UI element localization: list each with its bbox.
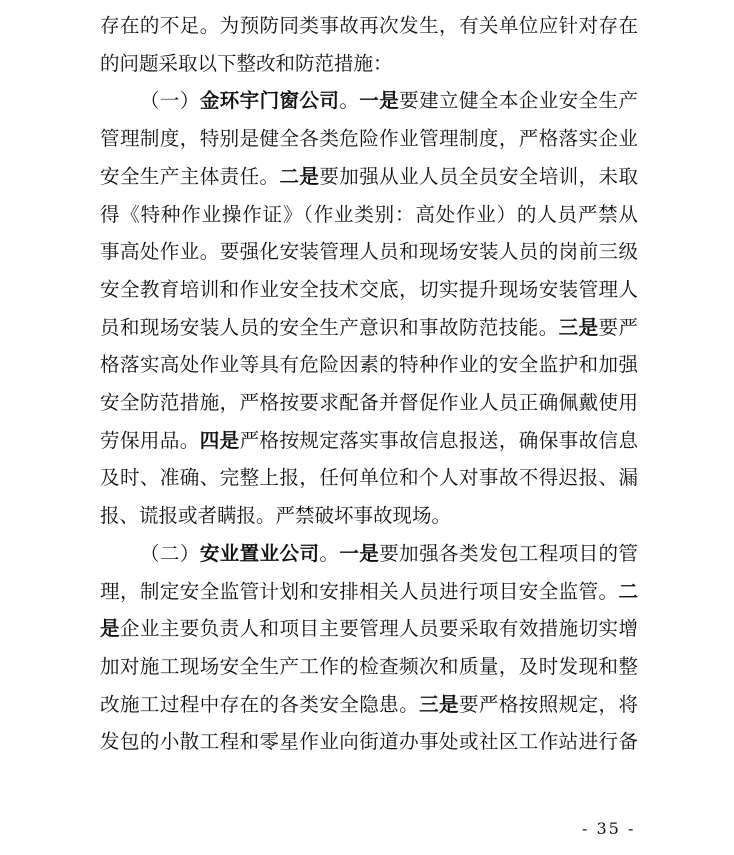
text-run: 要严 bbox=[598, 315, 638, 339]
bold-text: 三是 bbox=[558, 315, 599, 339]
text-run: 。 bbox=[319, 541, 340, 565]
text-run: 报、谎报或者瞒报。严禁破坏事故现场。 bbox=[100, 504, 452, 528]
text-run: 严格按规定落实事故信息报送，确保事故信息 bbox=[239, 428, 638, 452]
text-run: 安全生产主体责任。 bbox=[100, 164, 280, 188]
text-line bbox=[100, 237, 638, 267]
text-line bbox=[100, 275, 638, 305]
text-line bbox=[100, 501, 638, 531]
text-line bbox=[100, 162, 638, 192]
bold-text: 二是 bbox=[279, 164, 320, 188]
bold-text: 四是 bbox=[199, 428, 240, 452]
text-line bbox=[100, 463, 638, 493]
text-line bbox=[100, 727, 638, 757]
text-run: 格落实高处作业等具有危险因素的特种作业的安全监护和加强 bbox=[100, 353, 638, 377]
text-line bbox=[140, 539, 638, 569]
page-number: - 35 - bbox=[582, 819, 636, 838]
bold-text: 一是 bbox=[359, 89, 400, 113]
text-line bbox=[100, 614, 638, 644]
text-run: （一） bbox=[140, 89, 200, 113]
text-line bbox=[100, 388, 638, 418]
text-line bbox=[100, 350, 638, 380]
text-run: 发包的小散工程和零星作业向街道办事处或社区工作站进行备 bbox=[100, 730, 638, 754]
text-line bbox=[100, 690, 638, 720]
text-line bbox=[100, 200, 638, 230]
text-run: 要建立健全本企业安全生产 bbox=[399, 89, 638, 113]
text-line bbox=[100, 652, 638, 682]
text-line bbox=[100, 11, 638, 41]
text-run: 劳保用品。 bbox=[100, 428, 200, 452]
text-run: 要严格按照规定，将 bbox=[458, 692, 638, 716]
text-line bbox=[100, 124, 638, 154]
text-run: 安全防范措施，严格按要求配备并督促作业人员正确佩戴使用 bbox=[100, 391, 638, 414]
text-line bbox=[100, 577, 638, 607]
bold-text: 安业置业公司 bbox=[199, 541, 320, 565]
text-run: （二） bbox=[140, 541, 200, 565]
text-line bbox=[100, 426, 638, 456]
text-run: 及时、准确、完整上报，任何单位和个人对事故不得迟报、漏 bbox=[100, 466, 638, 490]
text-run: 存在的不足。为预防同类事故再次发生，有关单位应针对存在 bbox=[100, 14, 638, 37]
text-run: 。 bbox=[339, 89, 360, 113]
text-run: 得《特种作业操作证》（作业类别：高处作业）的人员严禁从 bbox=[100, 202, 638, 226]
bold-text: 金环宇门窗公司 bbox=[199, 89, 340, 113]
text-run: 员和现场安装人员的安全生产意识和事故防范技能。 bbox=[100, 315, 559, 339]
text-run: 加对施工现场安全生产工作的检查频次和质量，及时发现和整 bbox=[100, 654, 638, 678]
text-line bbox=[140, 86, 638, 116]
text-run: 改施工过程中存在的各类安全隐患。 bbox=[100, 692, 420, 716]
text-run: 安全教育培训和作业安全技术交底，切实提升现场安装管理人 bbox=[100, 277, 638, 301]
bold-text: 一是 bbox=[339, 541, 380, 565]
text-line bbox=[100, 313, 638, 343]
text-run: 理，制定安全监管计划和安排相关人员进行项目安全监管。 bbox=[100, 579, 619, 603]
text-run: 事高处作业。要强化安装管理人员和现场安装人员的岗前三级 bbox=[100, 240, 638, 264]
text-run: 的问题采取以下整改和防范措施： bbox=[100, 51, 393, 75]
text-line bbox=[100, 49, 638, 79]
text-run: 要加强从业人员全员安全培训，未取 bbox=[319, 164, 638, 188]
bold-text: 三是 bbox=[419, 692, 459, 716]
text-run: 管理制度，特别是健全各类危险作业管理制度，严格落实企业 bbox=[100, 127, 638, 151]
bold-text: 是 bbox=[100, 617, 120, 641]
text-run: 要加强各类发包工程项目的管 bbox=[379, 541, 638, 565]
text-run: 企业主要负责人和项目主要管理人员要采取有效措施切实增 bbox=[119, 617, 638, 641]
bold-text: 二 bbox=[618, 579, 638, 603]
